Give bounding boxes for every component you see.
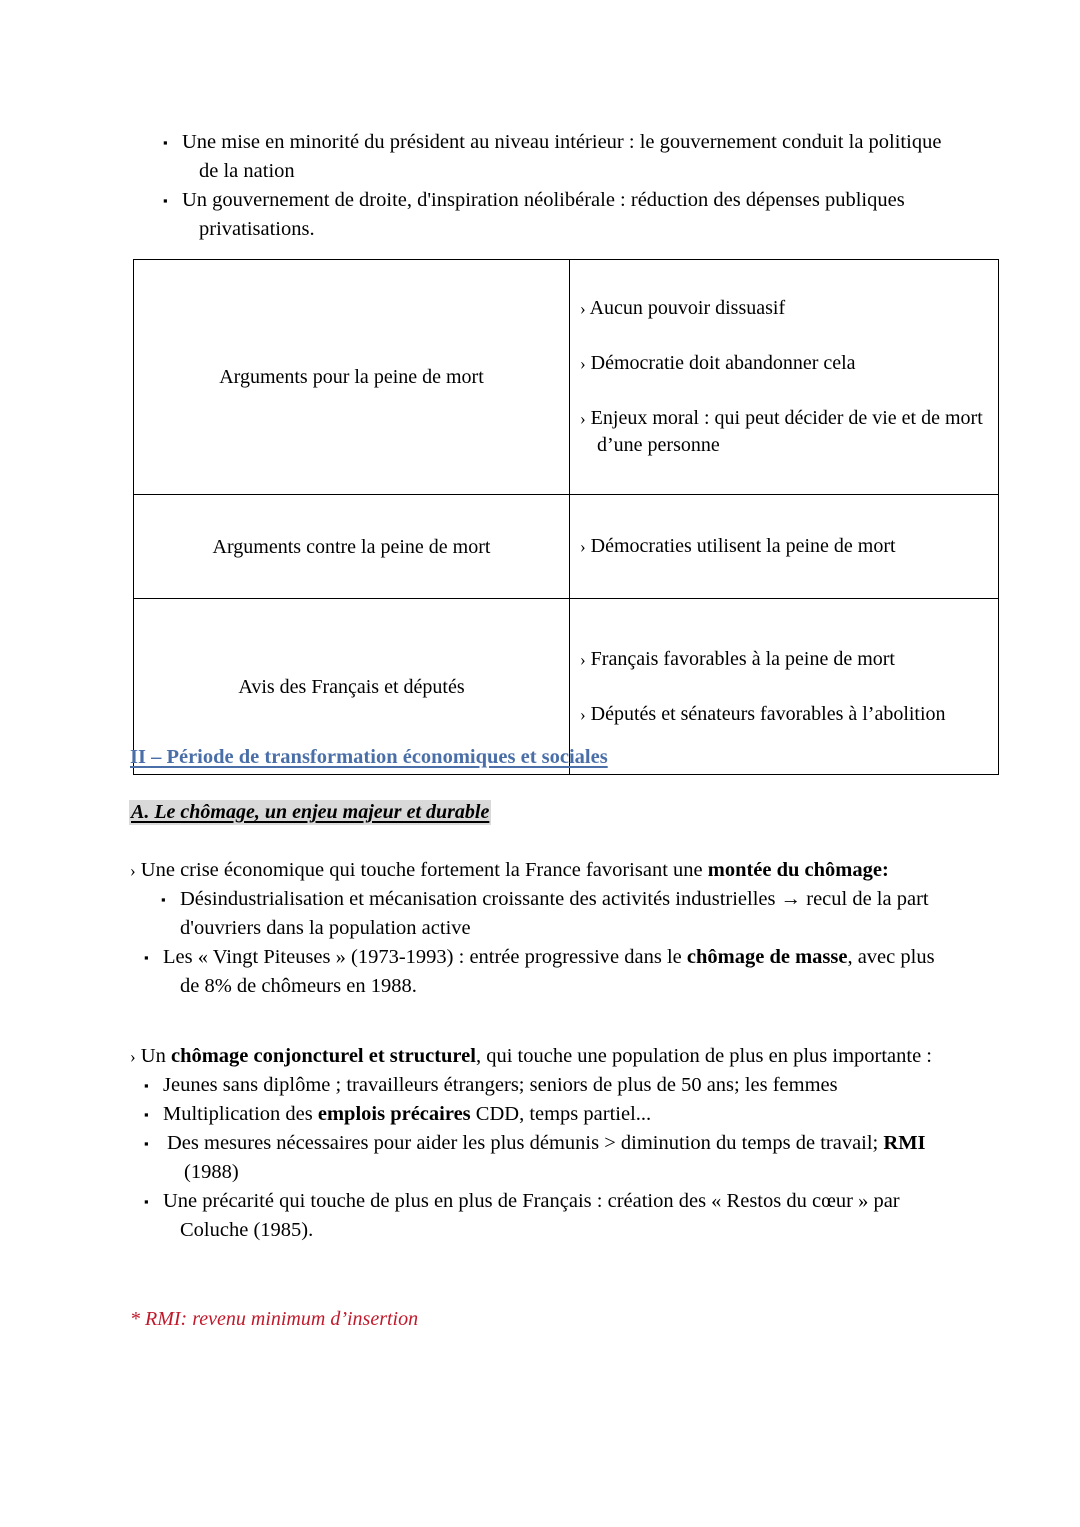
list-item-text: Une précarité qui touche de plus en plus de Français : création des « Restos du cœur » par Coluche (1985). (163, 1190, 900, 1241)
square-bullet-icon: ▪ (163, 193, 168, 208)
block2-lead (130, 1042, 955, 1071)
footnote-rmi: * RMI: revenu minimum d’insertion (130, 1308, 419, 1330)
list-item (163, 186, 953, 244)
table-cell-points (570, 495, 999, 599)
bullet-post: CDD, temps partiel... (470, 1103, 652, 1125)
block1-lead-plain: Une crise économique qui touche fortement la France favorisant une (140, 859, 708, 881)
table-row (134, 495, 999, 599)
list-item-text (163, 1100, 955, 1129)
table-point (580, 295, 986, 322)
square-bullet-icon: ▪ (161, 892, 166, 907)
subsection-heading: A. Le chômage, un enjeu majeur et durable (131, 801, 490, 823)
table-point (580, 646, 986, 673)
list-item-text: Un gouvernement de droite, d'inspiration néolibérale : réduction des dépenses publiques privatisations. (182, 189, 905, 240)
block2-lead-bold: chômage conjoncturel et structurel (170, 1045, 476, 1067)
chevron-bullet-icon: › (580, 354, 586, 373)
table-cell-label: Avis des Français et députés (134, 599, 570, 775)
section-heading: II – Période de transformation économiques et sociales (130, 746, 608, 768)
block2-bullet-list (130, 1071, 955, 1245)
table-point (580, 701, 986, 728)
list-item-text: Une mise en minorité du président au niveau intérieur : le gouvernement conduit la politique de la nation (182, 131, 942, 182)
block1-lead (130, 856, 955, 885)
chevron-bullet-icon: › (130, 861, 136, 880)
chevron-bullet-icon: › (580, 299, 586, 318)
table-row (134, 260, 999, 495)
table-point (580, 533, 986, 560)
list-item-text (167, 1129, 955, 1187)
list-item (130, 1071, 955, 1100)
table-cell-label: Arguments pour la peine de mort (134, 260, 570, 495)
table-cell-label: Arguments contre la peine de mort (134, 495, 570, 599)
chevron-bullet-icon: › (580, 409, 586, 428)
block2-lead-post: , qui touche une population de plus en plus importante : (475, 1045, 932, 1067)
table-point-text: Aucun pouvoir dissuasif (589, 297, 786, 319)
list-item-text: Désindustrialisation et mécanisation croissante des activités industrielles → recul de la part d'ouvriers dans la population active (180, 888, 929, 939)
content-block-unemployment-types (130, 1042, 955, 1245)
chevron-bullet-icon: › (130, 1047, 136, 1066)
table-point-text: Démocraties utilisent la peine de mort (590, 535, 896, 557)
bullet-pre: Des mesures nécessaires pour aider les plus démunis > diminution du temps de travail; (167, 1132, 884, 1154)
intro-bullet-list (163, 128, 953, 244)
block2-lead-pre: Un (140, 1045, 171, 1067)
bullet-post: , avec plus de 8% de chômeurs en 1988. (180, 946, 935, 997)
table-point (580, 350, 986, 377)
bullet-pre: Multiplication des (163, 1103, 318, 1125)
list-item (130, 1100, 955, 1129)
list-item (130, 1129, 955, 1187)
bullet-pre: Les « Vingt Piteuses » (1973-1993) : entrée progressive dans le (163, 946, 687, 968)
chevron-bullet-icon: › (580, 537, 586, 556)
table-cell-points (570, 599, 999, 775)
square-bullet-icon: ▪ (144, 1194, 149, 1209)
square-bullet-icon: ▪ (144, 1107, 149, 1122)
list-item (130, 1187, 955, 1245)
block1-lead-bold: montée du chômage: (707, 859, 889, 881)
chevron-bullet-icon: › (580, 649, 586, 669)
square-bullet-icon: ▪ (144, 1078, 149, 1093)
bullet-bold: RMI (883, 1132, 926, 1154)
table-point (580, 405, 986, 459)
list-item (163, 128, 953, 186)
table-point-text: Enjeux moral : qui peut décider de vie et de mort d’une personne (590, 407, 983, 456)
list-item-text: Jeunes sans diplôme ; travailleurs étrangers; seniors de plus de 50 ans; les femmes (163, 1074, 838, 1096)
content-block-unemployment-rise (130, 856, 955, 1001)
bullet-post: (1988) (184, 1161, 239, 1183)
chevron-bullet-icon: › (580, 704, 586, 724)
list-item-text (163, 943, 955, 1001)
square-bullet-icon: ▪ (144, 950, 149, 965)
death-penalty-arguments-table (133, 259, 999, 775)
square-bullet-icon: ▪ (144, 1136, 149, 1151)
block1-bullet-list (130, 885, 955, 1001)
table-point-text: Députés et sénateurs favorables à l’abolition (590, 702, 946, 725)
list-item (130, 885, 955, 943)
square-bullet-icon: ▪ (163, 135, 168, 150)
list-item (130, 943, 955, 1001)
table-point-text: Français favorables à la peine de mort (590, 647, 895, 670)
table-point-text: Démocratie doit abandonner cela (590, 352, 856, 374)
table-cell-points (570, 260, 999, 495)
bullet-bold: chômage de masse (686, 946, 848, 968)
bullet-bold: emplois précaires (317, 1103, 471, 1125)
